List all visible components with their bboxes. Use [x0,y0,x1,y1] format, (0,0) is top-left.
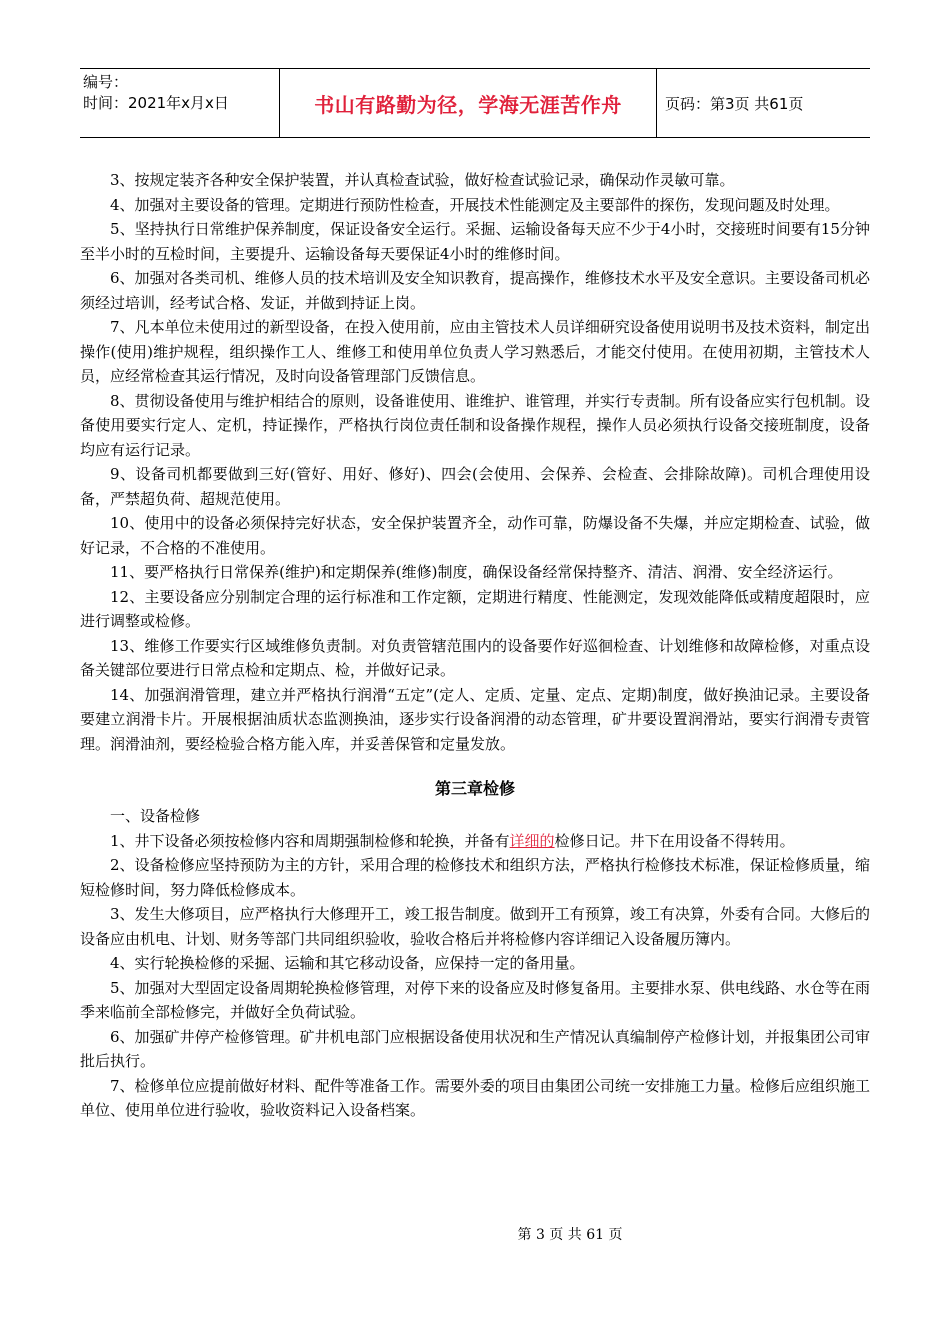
section-title: 一、设备检修 [110,807,201,825]
paragraph: 10、使用中的设备必须保持完好状态，安全保护装置齐全，动作可靠，防爆设备不失爆，并应定期检查、试验，做好记录，不合格的不准使用。 [80,514,870,557]
paragraph [80,829,870,854]
paragraph: 13、维修工作要实行区域维修负责制。对负责管辖范围内的设备要作好巡徊检查、计划维修和故障检修，对重点设备关键部位要进行日常点检和定期点、检，并做好记录。 [80,636,870,679]
paragraph: 6、加强矿井停产检修管理。矿井机电部门应根据设备使用状况和生产情况认真编制停产检修计划，并报集团公司审批后执行。 [80,1027,870,1070]
document-number-label: 编号： [83,73,129,91]
chapter-title: 第三章检修 [434,779,515,798]
paragraph: 11、要严格执行日常保养(维护)和定期保养(维修)制度，确保设备经常保持整齐、清洁、润滑、安全经济运行。 [110,563,843,581]
paragraph: 7、凡本单位未使用过的新型设备，在投入使用前，应由主管技术人员详细研究设备使用说明书及技术资料，制定出操作(使用)维护规程，组织操作工人、维修工和使用单位负责人学习熟悉后，才能交付使用。在使用初期，主管技术人员，应经常检查其运行情况，及时向设备管理部门反馈信息。 [80,318,870,385]
paragraph: 12、主要设备应分别制定合理的运行标准和工作定额，定期进行精度、性能测定，发现效能降低或精度超限时，应进行调整或检修。 [80,587,870,630]
header-motto: 书山有路勤为径，学海无涯苦作舟 [280,69,657,137]
paragraph-text: 1、井下设备必须按检修内容和周期强制检修和轮换，并备有 [110,831,510,850]
paragraph: 9、设备司机都要做到三好(管好、用好、修好)、四会(会使用、会保养、会检查、会排除故障)。司机合理使用设备，严禁超负荷、超规范使用。 [80,465,870,508]
paragraph: 3、发生大修项目，应严格执行大修理开工，竣工报告制度。做到开工有预算，竣工有决算，外委有合同。大修后的设备应由机电、计划、财务等部门共同组织验收，验收合格后并将检修内容详细记入设备履历簿内。 [80,905,870,948]
page-header [80,68,870,138]
paragraph: 5、加强对大型固定设备周期轮换检修管理，对停下来的设备应及时修复备用。主要排水泵、供电线路、水仓等在雨季来临前全部检修完，并做好全负荷试验。 [80,978,870,1021]
document-time-label: 时间：2021年x月x日 [83,94,229,112]
paragraph: 5、坚持执行日常维护保养制度，保证设备安全运行。采掘、运输设备每天应不少于4小时，交接班时间要有15分钟至半小时的互检时间，主要提升、运输设备每天要保证4小时的维修时间。 [80,220,870,263]
paragraph: 14、加强润滑管理，建立并严格执行润滑“五定”(定人、定质、定量、定点、定期)制度，做好换油记录。主要设备要建立润滑卡片。开展根据油质状态监测换油，逐步实行设备润滑的动态管理，矿井要设置润滑站，要实行润滑专责管理。润滑油剂，要经检验合格方能入库，并妥善保管和定量发放。 [80,685,870,753]
paragraph-text: 检修日记。井下在用设备不得转用。 [554,831,795,850]
header-page-info: 页码：第3页 共61页 [665,94,804,113]
highlighted-text: 详细的 [509,831,555,850]
page-footer: 第 3 页 共 61 页 [517,1227,623,1243]
paragraph: 6、加强对各类司机、维修人员的技术培训及安全知识教育，提高操作，维修技术水平及安全意识。主要设备司机必须经过培训，经考试合格、发证，并做到持证上岗。 [80,269,870,312]
paragraph: 7、检修单位应提前做好材料、配件等准备工作。需要外委的项目由集团公司统一安排施工力量。检修后应组织施工单位、使用单位进行验收，验收资料记入设备档案。 [80,1076,870,1119]
header-meta [80,69,280,137]
document-body [80,168,870,1123]
paragraph: 4、加强对主要设备的管理。定期进行预防性检查，开展技术性能测定及主要部件的探伤，发现问题及时处理。 [110,195,840,214]
paragraph: 2、设备检修应坚持预防为主的方针，采用合理的检修技术和组织方法，严格执行检修技术标准，保证检修质量，缩短检修时间，努力降低检修成本。 [80,856,870,899]
paragraph: 3、按规定装齐各种安全保护装置，并认真检查试验，做好检查试验记录，确保动作灵敏可靠。 [110,171,735,189]
paragraph: 8、贯彻设备使用与维护相结合的原则，设备谁使用、谁维护、谁管理，并实行专责制。所有设备应实行包机制。设备使用要实行定人、定机，持证操作，严格执行岗位责任制和设备操作规程，操作人员必须执行设备交接班制度，设备均应有运行记录。 [80,391,870,459]
paragraph: 4、实行轮换检修的采掘、运输和其它移动设备，应保持一定的备用量。 [110,954,585,972]
